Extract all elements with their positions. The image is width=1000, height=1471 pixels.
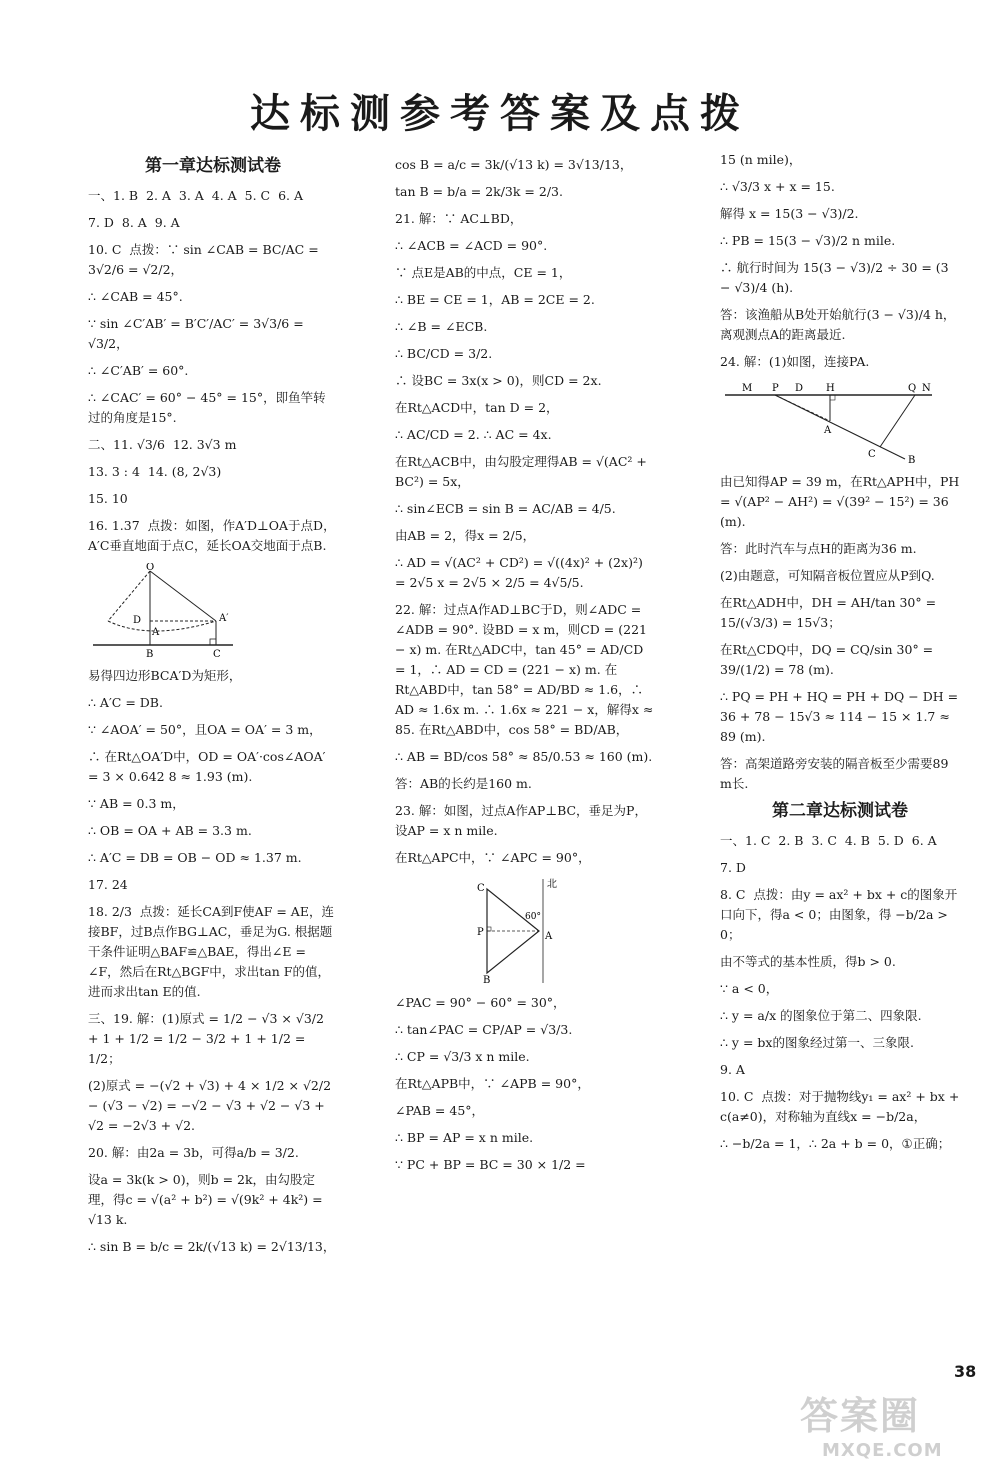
answer-line: 7. D xyxy=(720,860,746,875)
answer-line: 18. 2/3 点拨：延长CA到F使AF = AE，连接BF，过B点作BG⊥AC，垂足为G. 根据题干条件证明△BAF≌△BAE，得出∠E = ∠F，然后在Rt△BGF中，求出tan F的值，进而求出tan E的值. xyxy=(88,904,334,999)
answer-line: 三、19. 解：(1)原式 = 1/2 − √3 × √3/2 + 1 + 1/2 = 1/2 − 3/2 + 1 + 1/2 = 1/2； xyxy=(88,1011,328,1066)
answer-line: ∴ √3/3 x + x = 15. xyxy=(720,179,835,194)
answer-line: 易得四边形BCA′D为矩形， xyxy=(88,668,242,683)
answer-line: 21. 解：∵ AC⊥BD， xyxy=(395,211,523,226)
answer-block xyxy=(720,472,964,794)
answer-block xyxy=(720,831,964,1154)
answer-line: ∵ a < 0， xyxy=(720,981,779,996)
answer-line: 16. 1.37 点拨：如图，作A′D⊥OA于点D，A′C垂直地面于点C，延长OA交地面于点B. xyxy=(88,518,336,553)
answer-line: ∴ tan∠PAC = CP/AP = √3/3. xyxy=(395,1022,573,1037)
label-B: B xyxy=(146,649,154,658)
label-C: C xyxy=(868,449,876,460)
answer-line: 15 (n mile)， xyxy=(720,152,802,167)
label-A-prime: A′ xyxy=(219,613,229,624)
answer-line: ∵ AB = 0.3 m， xyxy=(88,796,185,811)
answer-line: 一、1. B 2. A 3. A 4. A 5. C 6. A xyxy=(88,188,303,203)
answer-line: ∴ ∠CAB = 45°. xyxy=(88,289,183,304)
answer-line: 答：此时汽车与点H的距离为36 m. xyxy=(720,541,917,556)
answer-line: 在Rt△APB中，∵ ∠APB = 90°， xyxy=(395,1076,590,1091)
answer-line: ∵ 点E是AB的中点，CE = 1， xyxy=(395,265,572,280)
answer-line: ∴ PB = 15(3 − √3)/2 n mile. xyxy=(720,233,896,248)
answer-line: 8. C 点拨：由y = ax² + bx + c的图象开口向下，得a < 0；由图象，得 −b/2a > 0； xyxy=(720,887,958,942)
label-A: A xyxy=(152,627,160,638)
answer-line: ∠PAB = 45°， xyxy=(395,1103,485,1118)
answer-line: ∴ PQ = PH + HQ = PH + DQ − DH = 36 + 78 − 15√3 ≈ 114 − 15 × 1.7 ≈ 89 (m). xyxy=(720,689,963,744)
answer-line: ∴ ∠C′AB′ = 60°. xyxy=(88,363,189,378)
label-A: A xyxy=(824,425,832,436)
watermark-url: MXQE.COM xyxy=(822,1440,943,1461)
answer-block xyxy=(720,150,960,372)
watermark-text: 答案圈 xyxy=(800,1394,921,1438)
column-1 xyxy=(88,150,338,1264)
answer-line: ∴ AB = BD/cos 58° ≈ 85/0.53 ≈ 160 (m). xyxy=(395,749,653,764)
answer-line: ∴ sin∠ECB = sin B = AC/AB = 4/5. xyxy=(395,501,616,516)
answer-line: ∴ BE = CE = 1，AB = 2CE = 2. xyxy=(395,292,595,307)
label-B: B xyxy=(483,975,491,985)
answer-line: 在Rt△CDQ中，DQ = CQ/sin 30° = 39/(1/2) = 78 (m). xyxy=(720,642,938,677)
answer-line: ∴ −b/2a = 1，∴ 2a + b = 0，①正确； xyxy=(720,1136,951,1151)
answer-line: 在Rt△APC中，∵ ∠APC = 90°， xyxy=(395,850,591,865)
answer-line: 15. 10 xyxy=(88,491,128,506)
answer-line: ∴ 设BC = 3x(x > 0)，则CD = 2x. xyxy=(395,373,602,388)
label-C: C xyxy=(477,883,485,894)
answer-line: ∴ A′C = DB = OB − OD ≈ 1.37 m. xyxy=(88,850,302,865)
answer-line: 10. C 点拨：对于抛物线y₁ = ax² + bx + c(a≠0)，对称轴为直线x = −b/2a， xyxy=(720,1089,964,1124)
figure-24 xyxy=(720,379,935,464)
section-heading-chapter2: 第二章达标测试卷 xyxy=(772,801,908,821)
answer-line: 20. 解：由2a = 3b，可得a/b = 3/2. xyxy=(88,1145,299,1160)
page-number: 38 xyxy=(954,1362,977,1381)
label-O: O xyxy=(146,563,155,573)
answer-line: 答：该渔船从B处开始航行(3 − √3)/4 h，离观测点A的距离最近. xyxy=(720,307,956,342)
figure-23 xyxy=(455,875,595,985)
answer-line: 9. A xyxy=(720,1062,745,1077)
answer-line: ∴ ∠B = ∠ECB. xyxy=(395,319,488,334)
answer-line: (2)由题意，可知隔音板位置应从P到Q. xyxy=(720,568,935,583)
label-C: C xyxy=(213,649,221,658)
answer-line: 二、11. √3/6 12. 3√3 m xyxy=(88,437,237,452)
watermark-logo xyxy=(800,1385,980,1465)
answer-line: ∴ ∠CAC′ = 60° − 45° = 15°，即鱼竿转过的角度是15°. xyxy=(88,390,326,425)
answer-line: ∴ A′C = DB. xyxy=(88,695,163,710)
answer-line: ∵ PC + BP = BC = 30 × 1/2 = xyxy=(395,1157,586,1172)
answer-line: ∴ OB = OA + AB = 3.3 m. xyxy=(88,823,252,838)
answer-block xyxy=(395,155,658,868)
answer-line: 由已知得AP = 39 m，在Rt△APH中，PH = √(AP² − AH²) = √(39² − 15²) = 36 (m). xyxy=(720,474,964,529)
answer-block xyxy=(88,186,338,556)
answer-line: ∵ sin ∠C′AB′ = B′C′/AC′ = 3√3/6 = √3/2， xyxy=(88,316,308,351)
answer-line: ∴ BP = AP = x n mile. xyxy=(395,1130,534,1145)
label-M: M xyxy=(742,383,753,394)
label-B: B xyxy=(908,455,916,464)
label-Q: Q xyxy=(908,383,917,394)
label-P: P xyxy=(772,383,779,394)
page-title: 达标测参考答案及点拨 xyxy=(250,91,750,137)
answer-line: 13. 3 : 4 14. (8, 2√3) xyxy=(88,464,222,479)
answer-line: 24. 解：(1)如图，连接PA. xyxy=(720,354,870,369)
answer-line: 22. 解：过点A作AD⊥BC于D，则∠ADC = ∠ADB = 90°. 设BD = x m，则CD = (221 − x) m. 在Rt△ADC中，tan 45° = AD/CD = 1，∴ AD = CD = (221 − x) m. 在Rt△ABD中，tan 58° = AD/BD ≈ 1.6，∴ AD ≈ 1.6x m. ∴ 1.6x ≈ 221 − x，解得x ≈ 85. 在Rt△ABD中，cos 58° = BD/AB， xyxy=(395,602,658,737)
label-P: P xyxy=(477,927,484,938)
column-2 xyxy=(395,155,658,1182)
figure-16 xyxy=(88,563,238,658)
answer-line: ∴ 在Rt△OA′D中，OD = OA′·cos∠AOA′ = 3 × 0.642 8 ≈ 1.93 (m). xyxy=(88,749,330,784)
answer-line: 设a = 3k(k > 0)，则b = 2k，由勾股定理，得c = √(a² + b²) = √(9k² + 4k²) = √13 k. xyxy=(88,1172,327,1227)
answer-line: ∴ y = a/x 的图象位于第二、四象限. xyxy=(720,1008,922,1023)
answer-block xyxy=(395,993,655,1175)
answer-line: ∴ AC/CD = 2. ∴ AC = 4x. xyxy=(395,427,552,442)
answer-line: 在Rt△ACB中，由勾股定理得AB = √(AC² + BC²) = 5x， xyxy=(395,454,651,489)
answer-line: 由AB = 2，得x = 2/5， xyxy=(395,528,536,543)
answer-line: ∴ y = bx的图象经过第一、三象限. xyxy=(720,1035,914,1050)
answer-line: 解得 x = 15(3 − √3)/2. xyxy=(720,206,859,221)
answer-line: ∵ ∠AOA′ = 50°，且OA = OA′ = 3 m， xyxy=(88,722,322,737)
answer-line: 17. 24 xyxy=(88,877,128,892)
label-H: H xyxy=(826,383,835,394)
answer-line: ∴ CP = √3/3 x n mile. xyxy=(395,1049,530,1064)
answer-line: 一、1. C 2. B 3. C 4. B 5. D 6. A xyxy=(720,833,937,848)
label-north: 北 xyxy=(547,879,557,890)
answer-line: 答：高架道路旁安装的隔音板至少需要89 m长. xyxy=(720,756,953,791)
answer-line: 答：AB的长约是160 m. xyxy=(395,776,532,791)
answer-line: (2)原式 = −(√2 + √3) + 4 × 1/2 × √2/2 − (√3 − √2) = −√2 − √3 + √2 − √3 + √2 = −2√3 + √2. xyxy=(88,1078,336,1133)
answer-line: 由不等式的基本性质，得b > 0. xyxy=(720,954,896,969)
answer-line: 10. C 点拨：∵ sin ∠CAB = BC/AC = 3√2/6 = √2/2， xyxy=(88,242,323,277)
column-3 xyxy=(720,150,964,1161)
label-D: D xyxy=(133,615,142,626)
label-A: A xyxy=(545,931,553,942)
answer-line: 23. 解：如图，过点A作AP⊥BC，垂足为P，设AP = x n mile. xyxy=(395,803,647,838)
answer-line: ∠PAC = 90° − 60° = 30°， xyxy=(395,995,566,1010)
answer-line: ∴ BC/CD = 3/2. xyxy=(395,346,493,361)
answer-line: tan B = b/a = 2k/3k = 2/3. xyxy=(395,184,563,199)
answer-line: cos B = a/c = 3k/(√13 k) = 3√13/13， xyxy=(395,157,633,172)
answer-line: 在Rt△ACD中，tan D = 2， xyxy=(395,400,559,415)
section-heading-chapter1: 第一章达标测试卷 xyxy=(145,156,281,176)
answer-block xyxy=(88,666,338,1257)
answer-line: ∴ ∠ACB = ∠ACD = 90°. xyxy=(395,238,548,253)
answer-line: 在Rt△ADH中，DH = AH/tan 30° = 15/(√3/3) = 15√3； xyxy=(720,595,941,630)
answer-line: ∴ sin B = b/c = 2k/(√13 k) = 2√13/13， xyxy=(88,1239,336,1254)
label-D: D xyxy=(795,383,804,394)
label-60deg: 60° xyxy=(525,912,541,922)
answer-line: ∴ 航行时间为 15(3 − √3)/2 ÷ 30 = (3 − √3)/4 (h). xyxy=(720,260,953,295)
label-N: N xyxy=(922,383,931,394)
answer-line: ∴ AD = √(AC² + CD²) = √((4x)² + (2x)²) = 2√5 x = 2√5 × 2/5 = 4√5/5. xyxy=(395,555,647,590)
answer-line: 7. D 8. A 9. A xyxy=(88,215,180,230)
